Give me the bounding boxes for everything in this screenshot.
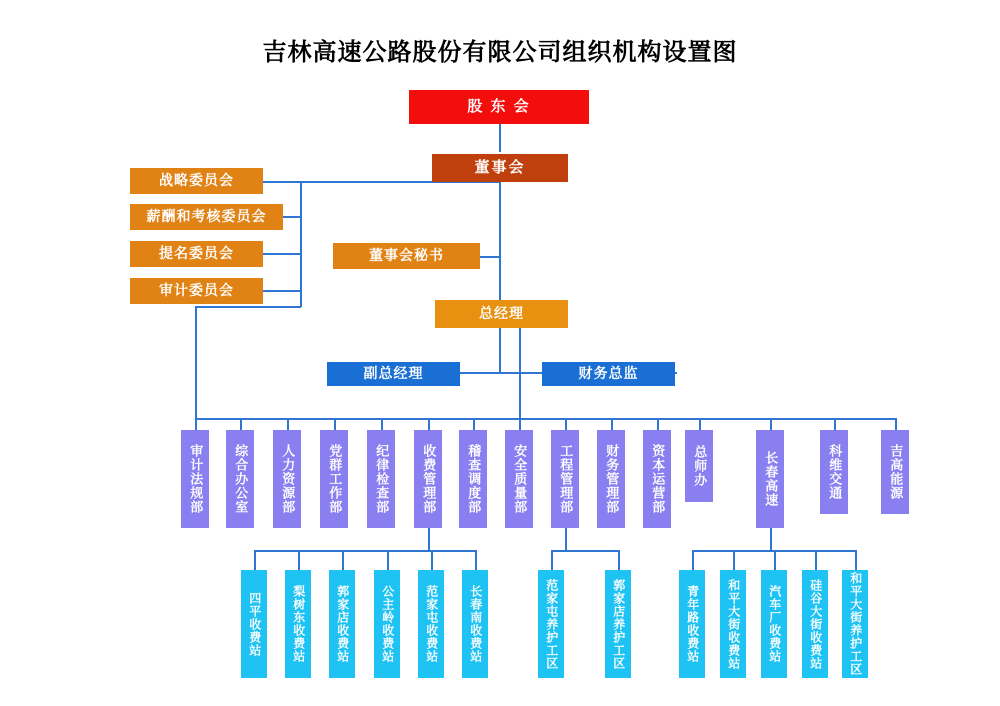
node-dept-changchun-expressway[interactable]: 长春高速 xyxy=(756,430,784,528)
node-committee-nomination[interactable]: 提名委员会 xyxy=(130,241,263,267)
connector-toll-4 xyxy=(387,550,389,570)
connector-toll-2 xyxy=(298,550,300,570)
connector-dept-drop-9 xyxy=(565,418,567,430)
connector-secretary xyxy=(480,256,500,258)
connector-dept-drop-14 xyxy=(834,418,836,430)
connector-cc-1 xyxy=(692,550,694,570)
connector-shareholders-board xyxy=(499,124,501,152)
connector-dept-drop-6 xyxy=(428,418,430,430)
node-maintenance-hepingdajie[interactable]: 和平大街养护工区 xyxy=(842,570,868,678)
connector-toll-down xyxy=(428,528,430,550)
node-station-guigudajie[interactable]: 硅谷大街收费站 xyxy=(802,570,828,678)
connector-maint-down xyxy=(565,528,567,550)
node-committee-audit[interactable]: 审计委员会 xyxy=(130,278,263,304)
connector-toll-3 xyxy=(342,550,344,570)
node-station-changchunnan[interactable]: 长春南收费站 xyxy=(462,570,488,678)
connector-dept-drop-8 xyxy=(519,418,521,430)
node-maintenance-guojiadian[interactable]: 郭家店养护工区 xyxy=(605,570,631,678)
connector-committee-bus-bottom xyxy=(195,306,301,308)
node-cfo[interactable]: 财务总监 xyxy=(542,362,675,386)
connector-dept-drop-5 xyxy=(381,418,383,430)
node-dept-safety-quality[interactable]: 安全质量部 xyxy=(505,430,533,528)
connector-dept-drop-1 xyxy=(195,418,197,430)
node-station-qichechang[interactable]: 汽车厂收费站 xyxy=(761,570,787,678)
node-dept-general-office[interactable]: 综合办公室 xyxy=(226,430,254,528)
connector-dept-bus xyxy=(195,418,895,420)
connector-committee-bus xyxy=(300,181,302,307)
node-dept-toll-management[interactable]: 收费管理部 xyxy=(414,430,442,528)
node-station-guojiadian[interactable]: 郭家店收费站 xyxy=(329,570,355,678)
connector-cc-2 xyxy=(733,550,735,570)
connector-dept-drop-7 xyxy=(473,418,475,430)
connector-toll-5 xyxy=(431,550,433,570)
connector-dept-drop-15 xyxy=(895,418,897,430)
node-dept-kewei-transport[interactable]: 科维交通 xyxy=(820,430,848,514)
node-deputy-general-manager[interactable]: 副总经理 xyxy=(327,362,460,386)
node-general-manager[interactable]: 总经理 xyxy=(435,300,568,328)
node-station-hepingdajie[interactable]: 和平大街收费站 xyxy=(720,570,746,678)
connector-toll-6 xyxy=(475,550,477,570)
node-dept-inspection-dispatch[interactable]: 稽查调度部 xyxy=(459,430,487,528)
connector-dept-drop-2 xyxy=(240,418,242,430)
connector-cc-5 xyxy=(855,550,857,570)
node-board-secretary[interactable]: 董事会秘书 xyxy=(333,243,480,269)
connector-maint-1 xyxy=(551,550,553,570)
node-maintenance-fanjiatun[interactable]: 范家屯养护工区 xyxy=(538,570,564,678)
node-dept-party-affairs[interactable]: 党群工作部 xyxy=(320,430,348,528)
node-committee-strategy[interactable]: 战略委员会 xyxy=(130,168,263,194)
connector-committee-4 xyxy=(263,290,301,292)
connector-toll-1 xyxy=(254,550,256,570)
connector-gm-down xyxy=(499,328,501,372)
connector-gm-to-dept xyxy=(519,328,521,418)
node-station-siping[interactable]: 四平收费站 xyxy=(241,570,267,678)
connector-dept-drop-10 xyxy=(611,418,613,430)
node-station-qingnianlu[interactable]: 青年路收费站 xyxy=(679,570,705,678)
connector-dept-drop-3 xyxy=(287,418,289,430)
node-dept-audit-regulation[interactable]: 审计法规部 xyxy=(181,430,209,528)
connector-cfo-stub xyxy=(675,372,677,374)
connector-dept-drop-11 xyxy=(657,418,659,430)
node-station-fanjiatun[interactable]: 范家屯收费站 xyxy=(418,570,444,678)
node-dept-discipline-inspection[interactable]: 纪律检查部 xyxy=(367,430,395,528)
node-shareholders[interactable]: 股 东 会 xyxy=(409,90,589,124)
node-dept-capital-operation[interactable]: 资本运营部 xyxy=(643,430,671,528)
connector-maint-2 xyxy=(618,550,620,570)
connector-toll-bus xyxy=(254,550,476,552)
connector-board-trunk xyxy=(499,182,501,300)
node-dept-chief-engineer-office[interactable]: 总师办 xyxy=(685,430,713,502)
node-dept-finance-management[interactable]: 财务管理部 xyxy=(597,430,625,528)
connector-dept-drop-13 xyxy=(770,418,772,430)
connector-maint-bus xyxy=(551,550,619,552)
node-dept-human-resources[interactable]: 人力资源部 xyxy=(273,430,301,528)
connector-dept-drop-12 xyxy=(699,418,701,430)
connector-cc-3 xyxy=(774,550,776,570)
page-title: 吉林高速公路股份有限公司组织机构设置图 xyxy=(262,40,738,66)
node-dept-jigao-energy[interactable]: 吉高能源 xyxy=(881,430,909,514)
node-dept-engineering-management[interactable]: 工程管理部 xyxy=(551,430,579,528)
node-board[interactable]: 董事会 xyxy=(432,154,568,182)
connector-cc-4 xyxy=(815,550,817,570)
node-committee-remuneration[interactable]: 薪酬和考核委员会 xyxy=(130,204,283,230)
connector-committee-3 xyxy=(263,253,301,255)
connector-dept-drop-4 xyxy=(334,418,336,430)
connector-committee-2 xyxy=(283,216,301,218)
node-station-lishudong[interactable]: 梨树东收费站 xyxy=(285,570,311,678)
connector-committee-to-audit xyxy=(195,306,197,418)
node-station-gongzhuling[interactable]: 公主岭收费站 xyxy=(374,570,400,678)
connector-cc-down xyxy=(770,528,772,550)
